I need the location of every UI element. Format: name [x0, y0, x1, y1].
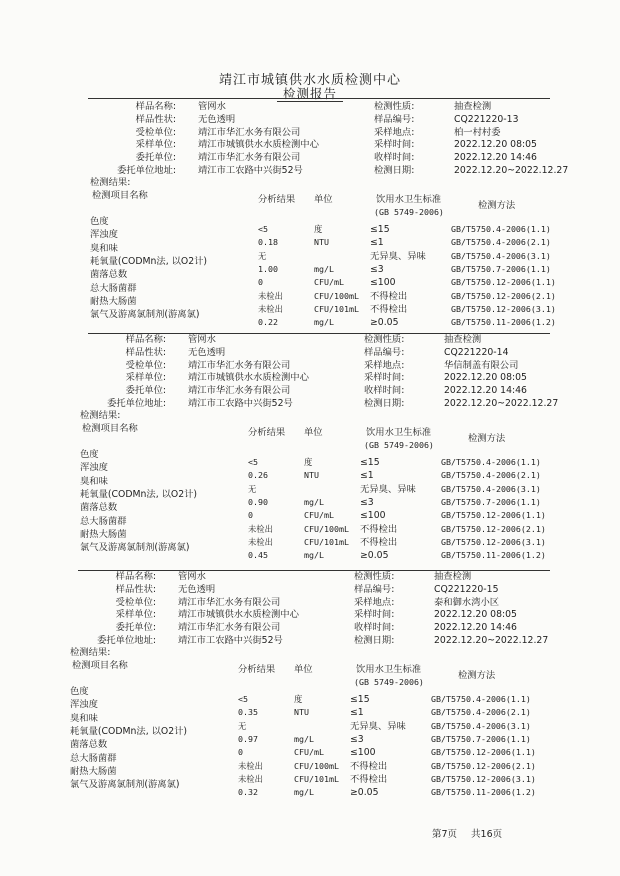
- row-standard: ≤15: [350, 694, 370, 705]
- row-result: 无: [258, 250, 267, 261]
- label-test-nature: 检测性质:: [354, 571, 395, 582]
- label-test-nature: 检测性质:: [364, 334, 405, 345]
- page-number: 第7页: [432, 829, 458, 840]
- row-method: GB/T5750.4-2006(2.1): [451, 237, 551, 248]
- results-label: 检测结果:: [90, 177, 131, 188]
- row-unit: CFU/100mL: [314, 290, 359, 301]
- row-result: 1.00: [258, 263, 278, 274]
- page-total: 共16页: [471, 829, 503, 840]
- client-address-value: 靖江市工农路中兴街52号: [198, 165, 303, 176]
- sample-nature-value: 无色透明: [188, 346, 226, 358]
- row-standard: 不得检出: [360, 536, 398, 548]
- row-result: 0.45: [248, 550, 268, 561]
- test-nature-value: 抽查检测: [454, 101, 492, 112]
- row-item-name: 色度: [90, 216, 109, 227]
- sampling-site-value: 泰和御水湾小区: [434, 596, 500, 608]
- col-header-unit: 单位: [294, 664, 313, 675]
- lab-title: 靖江市城镇供水水质检测中心: [218, 73, 401, 88]
- test-nature-value: 抽查检测: [434, 571, 472, 582]
- row-result: 未检出: [258, 303, 283, 314]
- row-standard: ≥0.05: [370, 317, 399, 329]
- row-standard: ≤15: [370, 224, 390, 235]
- row-item-name: 菌落总数: [70, 739, 108, 751]
- client-address-value: 靖江市工农路中兴街52号: [188, 398, 293, 409]
- row-result: <5: [248, 457, 258, 467]
- label-client-unit: 委托单位:: [115, 622, 156, 634]
- label-client-address: 委托单位地址:: [117, 165, 176, 176]
- inspected-unit-value: 靖江市华汇水务有限公司: [178, 596, 281, 608]
- row-standard: 不得检出: [350, 773, 388, 785]
- label-sampling-site: 采样地点:: [364, 359, 405, 371]
- test-date-value: 2022.12.20~2022.12.27: [444, 398, 559, 409]
- row-standard: ≤100: [360, 510, 386, 522]
- row-unit: mg/L: [314, 263, 334, 274]
- col-header-standard-ref: (GB 5749-2006): [374, 207, 444, 217]
- row-standard: ≤100: [350, 747, 376, 759]
- row-standard: ≤100: [370, 277, 396, 289]
- col-header-method: 检测方法: [468, 433, 506, 444]
- row-result: 未检出: [238, 760, 263, 771]
- row-method: GB/T5750.11-2006(1.2): [441, 550, 546, 561]
- row-method: GB/T5750.11-2006(1.2): [451, 317, 556, 328]
- label-sample-nature: 样品性状:: [115, 583, 156, 595]
- row-method: GB/T5750.11-2006(1.2): [431, 787, 536, 798]
- row-method: GB/T5750.4-2006(3.1): [441, 483, 541, 494]
- row-standard: 不得检出: [350, 760, 388, 772]
- row-method: GB/T5750.7-2006(1.1): [431, 733, 531, 744]
- label-inspected-unit: 受检单位:: [115, 596, 156, 608]
- col-header-standard: 饮用水卫生标准: [356, 664, 422, 675]
- client-address-value: 靖江市工农路中兴街52号: [178, 635, 283, 646]
- row-result: <5: [258, 224, 268, 234]
- sample-name-value: 管网水: [188, 334, 216, 345]
- row-result: 0.35: [238, 707, 258, 718]
- sampling-site-value: 华信制盖有限公司: [444, 359, 519, 371]
- row-item-name: 臭和味: [90, 242, 118, 254]
- row-standard: ≤15: [360, 457, 380, 468]
- row-standard: 不得检出: [370, 303, 408, 315]
- row-unit: CFU/mL: [314, 277, 344, 288]
- report-title-text: 检测报告: [277, 86, 343, 102]
- row-item-name: 氯气及游离氯制剂(游离氯): [80, 542, 190, 554]
- row-method: GB/T5750.4-2006(1.1): [441, 457, 541, 467]
- row-result: 0.22: [258, 317, 278, 328]
- row-unit: 度: [294, 694, 303, 704]
- header-rule: [88, 98, 550, 99]
- sample-name-value: 管网水: [198, 101, 226, 112]
- row-item-name: 臭和味: [70, 712, 98, 724]
- row-item-name: 色度: [80, 449, 99, 460]
- label-receive-time: 收样时间:: [364, 385, 405, 397]
- label-sample-no: 样品编号:: [364, 346, 405, 358]
- row-standard: ≤1: [360, 470, 374, 482]
- label-sample-no: 样品编号:: [354, 583, 395, 595]
- row-item-name: 色度: [70, 686, 89, 697]
- row-item-name: 耐热大肠菌: [80, 528, 127, 540]
- test-date-value: 2022.12.20~2022.12.27: [434, 635, 549, 646]
- col-header-standard: 饮用水卫生标准: [366, 427, 432, 438]
- row-item-name: 浑浊度: [80, 462, 108, 474]
- row-item-name: 菌落总数: [80, 502, 118, 514]
- row-method: GB/T5750.7-2006(1.1): [441, 496, 541, 507]
- row-method: GB/T5750.12-2006(2.1): [441, 523, 546, 534]
- label-client-unit: 委托单位:: [135, 152, 176, 164]
- row-unit: NTU: [314, 237, 329, 248]
- test-date-value: 2022.12.20~2022.12.27: [454, 165, 569, 176]
- row-item-name: 总大肠菌群: [80, 515, 127, 527]
- label-receive-time: 收样时间:: [354, 622, 395, 634]
- label-sampling-unit: 采样单位:: [125, 372, 166, 384]
- col-header-result: 分析结果: [238, 664, 276, 675]
- row-standard: ≥0.05: [350, 787, 379, 799]
- col-header-result: 分析结果: [258, 194, 296, 205]
- row-result: 未检出: [238, 773, 263, 784]
- row-standard: ≥0.05: [360, 550, 389, 562]
- label-sampling-time: 采样时间:: [364, 372, 405, 384]
- label-sampling-site: 采样地点:: [374, 126, 415, 138]
- row-standard: 无异臭、异味: [360, 483, 416, 495]
- row-method: GB/T5750.12-2006(1.1): [451, 277, 556, 288]
- row-method: GB/T5750.4-2006(1.1): [431, 694, 531, 704]
- row-result: 未检出: [248, 523, 273, 534]
- results-label: 检测结果:: [70, 647, 111, 658]
- label-client-unit: 委托单位:: [125, 385, 166, 397]
- row-result: 0.32: [238, 787, 258, 798]
- row-standard: ≤3: [350, 733, 364, 745]
- client-unit-value: 靖江市华汇水务有限公司: [198, 152, 301, 164]
- row-result: 未检出: [248, 536, 273, 547]
- row-result: 0: [238, 747, 243, 758]
- row-method: GB/T5750.12-2006(3.1): [431, 773, 536, 784]
- sampling-time-value: 2022.12.20 08:05: [454, 139, 537, 151]
- row-item-name: 耐热大肠菌: [70, 765, 117, 777]
- sample-no-value: CQ221220-14: [444, 346, 509, 358]
- row-unit: NTU: [304, 470, 319, 481]
- row-item-name: 耗氧量(CODMn法, 以O2计): [70, 725, 188, 737]
- sample-name-value: 管网水: [178, 571, 206, 582]
- row-item-name: 总大肠菌群: [90, 282, 137, 294]
- row-unit: 度: [314, 224, 323, 234]
- receive-time-value: 2022.12.20 14:46: [444, 385, 527, 397]
- row-method: GB/T5750.12-2006(2.1): [451, 290, 556, 301]
- row-result: 无: [238, 720, 247, 731]
- sample-no-value: CQ221220-13: [454, 113, 519, 125]
- col-header-result: 分析结果: [248, 427, 286, 438]
- row-method: GB/T5750.7-2006(1.1): [451, 263, 551, 274]
- col-header-method: 检测方法: [478, 200, 516, 211]
- label-test-date: 检测日期:: [354, 635, 395, 646]
- row-unit: CFU/101mL: [304, 536, 349, 547]
- row-method: GB/T5750.12-2006(2.1): [431, 760, 536, 771]
- row-unit: mg/L: [294, 787, 314, 798]
- row-result: 0.26: [248, 470, 268, 481]
- sampling-time-value: 2022.12.20 08:05: [444, 372, 527, 384]
- sample-nature-value: 无色透明: [198, 113, 236, 125]
- sampling-unit-value: 靖江市城镇供水水质检测中心: [188, 372, 309, 384]
- label-client-address: 委托单位地址:: [97, 635, 156, 646]
- row-unit: CFU/101mL: [294, 773, 339, 784]
- row-item-name: 臭和味: [80, 475, 108, 487]
- label-test-date: 检测日期:: [364, 398, 405, 409]
- client-unit-value: 靖江市华汇水务有限公司: [188, 385, 291, 397]
- row-method: GB/T5750.12-2006(3.1): [451, 303, 556, 314]
- sampling-unit-value: 靖江市城镇供水水质检测中心: [198, 139, 319, 151]
- sampling-time-value: 2022.12.20 08:05: [434, 609, 517, 621]
- row-method: GB/T5750.12-2006(3.1): [441, 536, 546, 547]
- label-sampling-unit: 采样单位:: [115, 609, 156, 621]
- col-header-standard-ref: (GB 5749-2006): [364, 440, 434, 450]
- label-test-date: 检测日期:: [374, 165, 415, 176]
- label-inspected-unit: 受检单位:: [135, 126, 176, 138]
- sample-no-value: CQ221220-15: [434, 583, 499, 595]
- label-sample-no: 样品编号:: [374, 113, 415, 125]
- row-item-name: 总大肠菌群: [70, 752, 117, 764]
- row-standard: 无异臭、异味: [370, 250, 426, 262]
- col-header-standard-ref: (GB 5749-2006): [354, 677, 424, 687]
- col-header-method: 检测方法: [458, 670, 496, 681]
- inspected-unit-value: 靖江市华汇水务有限公司: [188, 359, 291, 371]
- row-method: GB/T5750.4-2006(3.1): [431, 720, 531, 731]
- row-unit: CFU/mL: [294, 747, 324, 758]
- client-unit-value: 靖江市华汇水务有限公司: [178, 622, 281, 634]
- col-header-unit: 单位: [304, 427, 323, 438]
- row-method: GB/T5750.4-2006(2.1): [431, 707, 531, 718]
- label-sampling-time: 采样时间:: [374, 139, 415, 151]
- label-sample-name: 样品名称:: [135, 101, 176, 112]
- row-result: 0.18: [258, 237, 278, 248]
- label-receive-time: 收样时间:: [374, 152, 415, 164]
- row-unit: mg/L: [314, 317, 334, 328]
- row-unit: CFU/101mL: [314, 303, 359, 314]
- label-sampling-unit: 采样单位:: [135, 139, 176, 151]
- row-unit: mg/L: [304, 550, 324, 561]
- row-item-name: 耗氧量(CODMn法, 以O2计): [80, 488, 198, 500]
- label-sampling-time: 采样时间:: [354, 609, 395, 621]
- row-standard: ≤1: [370, 237, 384, 249]
- col-header-item: 检测项目名称: [72, 660, 128, 671]
- label-sample-nature: 样品性状:: [125, 346, 166, 358]
- row-method: GB/T5750.4-2006(1.1): [451, 224, 551, 234]
- row-standard: 不得检出: [370, 290, 408, 302]
- row-item-name: 菌落总数: [90, 269, 128, 281]
- row-standard: ≤1: [350, 707, 364, 719]
- row-unit: CFU/mL: [304, 510, 334, 521]
- row-standard: 无异臭、异味: [350, 720, 406, 732]
- row-item-name: 浑浊度: [90, 229, 118, 241]
- results-label: 检测结果:: [80, 410, 121, 421]
- row-item-name: 耗氧量(CODMn法, 以O2计): [90, 255, 208, 267]
- row-result: 未检出: [258, 290, 283, 301]
- row-unit: CFU/100mL: [294, 760, 339, 771]
- receive-time-value: 2022.12.20 14:46: [434, 622, 517, 634]
- row-result: 0: [258, 277, 263, 288]
- row-method: GB/T5750.12-2006(1.1): [431, 747, 536, 758]
- row-item-name: 耐热大肠菌: [90, 295, 137, 307]
- row-unit: mg/L: [304, 496, 324, 507]
- label-inspected-unit: 受检单位:: [125, 359, 166, 371]
- row-unit: mg/L: [294, 733, 314, 744]
- row-unit: 度: [304, 457, 313, 467]
- row-result: 无: [248, 483, 257, 494]
- row-unit: CFU/100mL: [304, 523, 349, 534]
- page-footer: [432, 826, 516, 840]
- sampling-unit-value: 靖江市城镇供水水质检测中心: [178, 609, 299, 621]
- label-sample-nature: 样品性状:: [135, 113, 176, 125]
- col-header-standard: 饮用水卫生标准: [376, 194, 442, 205]
- report-title: [0, 84, 620, 102]
- sampling-site-value: 柏一村村委: [454, 126, 501, 138]
- row-method: GB/T5750.4-2006(3.1): [451, 250, 551, 261]
- row-result: 0.97: [238, 733, 258, 744]
- receive-time-value: 2022.12.20 14:46: [454, 152, 537, 164]
- row-item-name: 氯气及游离氯制剂(游离氯): [70, 779, 180, 791]
- row-result: 0: [248, 510, 253, 521]
- row-item-name: 氯气及游离氯制剂(游离氯): [90, 309, 200, 321]
- row-standard: ≤3: [370, 263, 384, 275]
- label-sampling-site: 采样地点:: [354, 596, 395, 608]
- sample-nature-value: 无色透明: [178, 583, 216, 595]
- row-method: GB/T5750.12-2006(1.1): [441, 510, 546, 521]
- col-header-item: 检测项目名称: [82, 423, 138, 434]
- col-header-unit: 单位: [314, 194, 333, 205]
- label-sample-name: 样品名称:: [125, 334, 166, 345]
- label-client-address: 委托单位地址:: [107, 398, 166, 409]
- row-standard: 不得检出: [360, 523, 398, 535]
- row-standard: ≤3: [360, 496, 374, 508]
- label-test-nature: 检测性质:: [374, 101, 415, 112]
- label-sample-name: 样品名称:: [115, 571, 156, 582]
- row-method: GB/T5750.4-2006(2.1): [441, 470, 541, 481]
- row-result: <5: [238, 694, 248, 704]
- row-item-name: 浑浊度: [70, 699, 98, 711]
- col-header-item: 检测项目名称: [92, 190, 148, 201]
- row-result: 0.90: [248, 496, 268, 507]
- test-nature-value: 抽查检测: [444, 334, 482, 345]
- row-unit: NTU: [294, 707, 309, 718]
- inspected-unit-value: 靖江市华汇水务有限公司: [198, 126, 301, 138]
